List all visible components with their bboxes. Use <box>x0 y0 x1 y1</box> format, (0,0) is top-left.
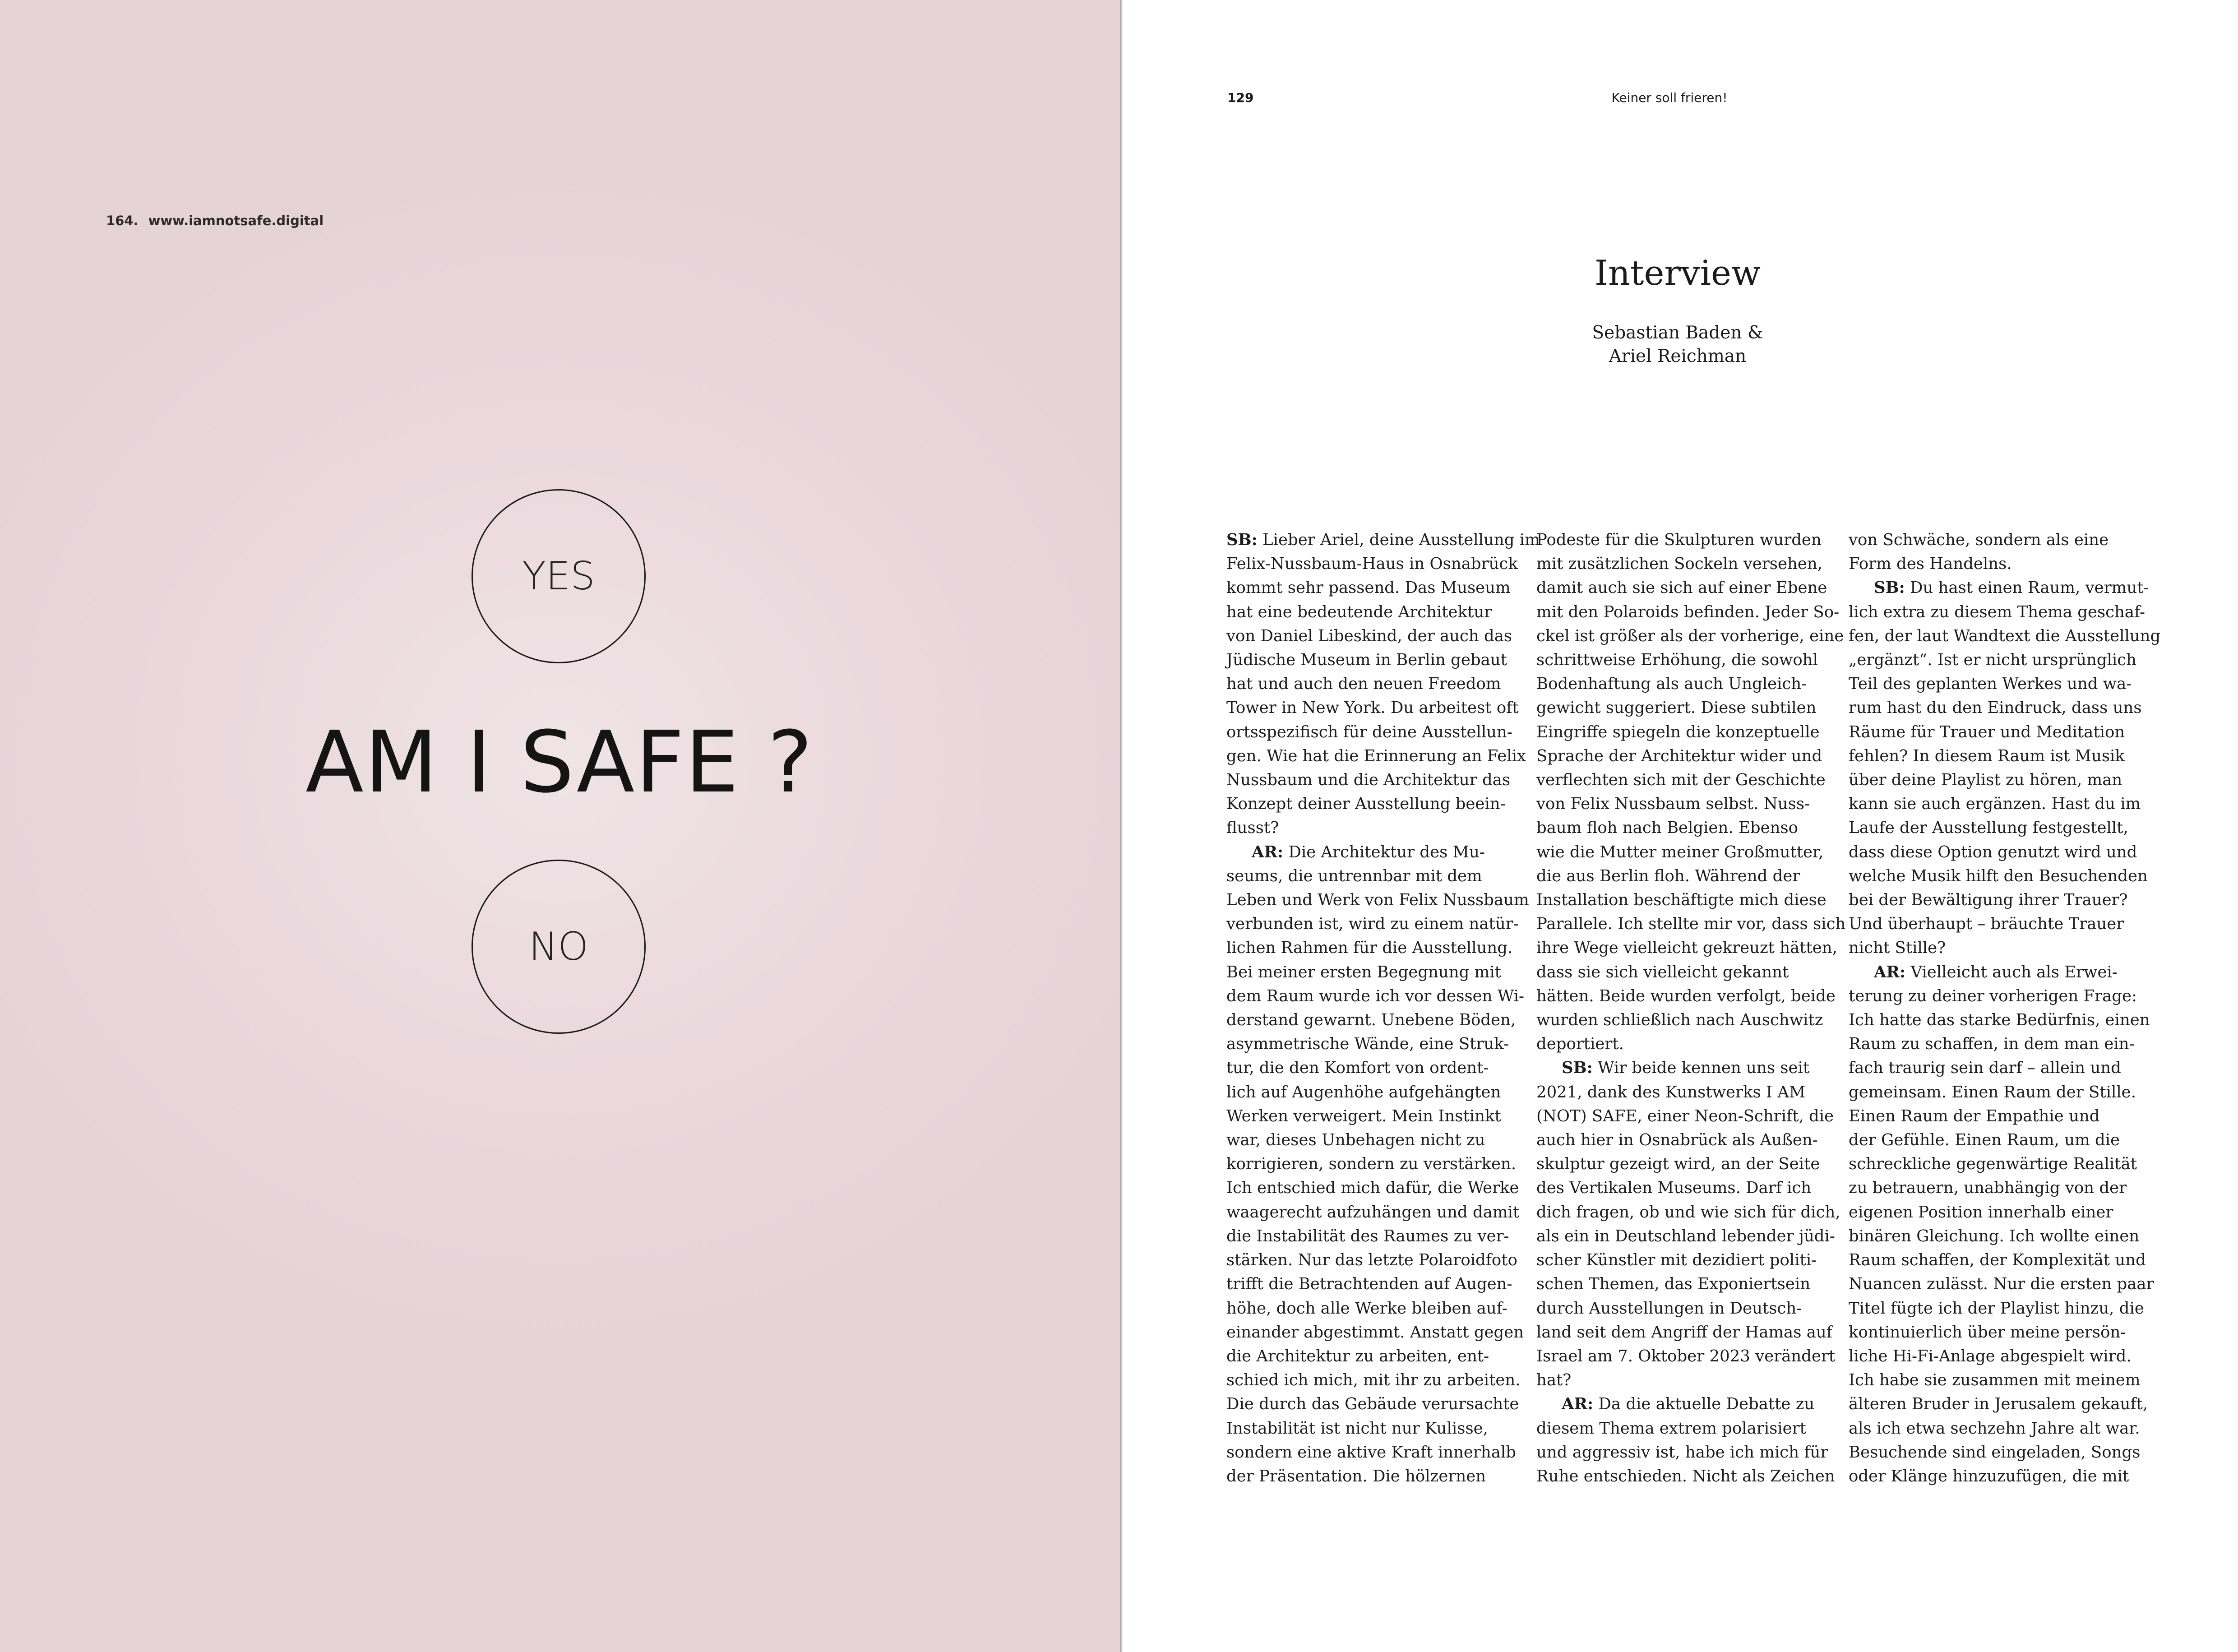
text-line: Nussbaum und die Architektur das <box>1226 771 1511 790</box>
line-text: Du hast einen Raum, vermut- <box>1905 578 2149 597</box>
text-line: mit den Polaroids befinden. Jeder So- <box>1536 602 1840 621</box>
text-line: Die durch das Gebäude verursachte <box>1226 1395 1519 1414</box>
text-line: verflechten sich mit der Geschichte <box>1536 771 1826 790</box>
text-line: welche Musik hilft den Besuchenden <box>1849 866 2148 885</box>
text-line: als ich etwa sechzehn Jahre alt war. <box>1849 1419 2140 1438</box>
text-line: dem Raum wurde ich vor dessen Wi- <box>1226 986 1525 1005</box>
text-line: Form des Handelns. <box>1849 555 2012 574</box>
text-line: sondern eine aktive Kraft innerhalb <box>1226 1443 1516 1462</box>
text-line: fen, der laut Wandtext die Ausstellung <box>1849 626 2161 645</box>
text-line: Und überhaupt – bräuchte Trauer <box>1849 915 2124 934</box>
line-text: Vielleicht auch als Erwei- <box>1905 963 2118 981</box>
text-line: scher Künstler mit dezidiert politi- <box>1536 1251 1817 1270</box>
text-column-1 <box>1226 528 1540 1488</box>
text-line: kontinuierlich über meine persön- <box>1849 1323 2126 1342</box>
text-line: binären Gleichung. Ich wollte einen <box>1849 1226 2140 1245</box>
text-line: hat? <box>1536 1371 1572 1390</box>
text-line <box>1226 528 1540 552</box>
text-line: wie die Mutter meiner Großmutter, <box>1536 842 1824 861</box>
text-line: rum hast du den Eindruck, dass uns <box>1849 699 2142 717</box>
authors <box>1452 321 1903 368</box>
text-line: durch Ausstellungen in Deutsch- <box>1536 1299 1802 1318</box>
text-line: die Architektur zu arbeiten, ent- <box>1226 1347 1489 1365</box>
text-line: Raum schaffen, der Komplexität und <box>1849 1251 2146 1270</box>
article-title: Interview <box>1594 253 1761 293</box>
text-line: schied ich mich, mit ihr zu arbeiten. <box>1226 1371 1521 1390</box>
text-line: schreckliche gegenwärtige Realität <box>1849 1155 2137 1174</box>
text-column-2 <box>1536 528 1846 1488</box>
text-line: eigenen Position innerhalb einer <box>1849 1203 2113 1222</box>
text-line: mit zusätzlichen Sockeln versehen, <box>1536 555 1822 574</box>
text-line: stärken. Nur das letzte Polaroidfoto <box>1226 1251 1517 1270</box>
text-line: gewicht suggeriert. Diese subtilen <box>1536 699 1817 717</box>
text-line: schrittweise Erhöhung, die sowohl <box>1536 651 1818 670</box>
speaker-label: AR: <box>1562 1395 1594 1414</box>
text-line: dass diese Option genutzt wird und <box>1849 842 2137 861</box>
text-line: Besuchende sind eingeladen, Songs <box>1849 1443 2141 1462</box>
text-line: damit auch sie sich auf einer Ebene <box>1536 578 1827 597</box>
text-line: auch hier in Osnabrück als Außen- <box>1536 1131 1818 1150</box>
line-text: Lieber Ariel, deine Ausstellung im <box>1257 531 1540 549</box>
text-line: von Daniel Libeskind, der auch das <box>1226 626 1512 645</box>
text-line: zu betrauern, unabhängig von der <box>1849 1179 2127 1198</box>
text-line: deportiert. <box>1536 1035 1624 1054</box>
text-line: war, dieses Unbehagen nicht zu <box>1226 1131 1485 1150</box>
text-line: bei der Bewältigung ihrer Trauer? <box>1849 891 2128 910</box>
text-line: Eingriffe spiegeln die konzeptuelle <box>1536 722 1820 741</box>
text-line: seums, die untrennbar mit dem <box>1226 866 1482 885</box>
no-circle <box>472 860 646 1034</box>
page-reference <box>106 213 324 228</box>
text-line: verbunden ist, wird zu einem natür- <box>1226 915 1519 934</box>
authors-line-1: Sebastian Baden & <box>1592 323 1763 343</box>
text-line: gen. Wie hat die Erinnerung an Felix <box>1226 746 1526 765</box>
website-url: www.iamnotsafe.digital <box>148 213 324 228</box>
text-line: oder Klänge hinzuzufügen, die mit <box>1849 1467 2129 1485</box>
text-line: lich auf Augenhöhe aufgehängten <box>1226 1083 1501 1101</box>
text-line: wurden schließlich nach Auschwitz <box>1536 1011 1823 1030</box>
authors-line-2: Ariel Reichman <box>1609 346 1747 366</box>
text-line <box>1849 960 2140 984</box>
right-page-number: 129 <box>1227 90 1254 105</box>
text-line: über deine Playlist zu hören, man <box>1849 771 2122 790</box>
text-line <box>1849 576 2149 600</box>
text-line: gemeinsam. Einen Raum der Stille. <box>1849 1083 2136 1101</box>
text-line: Parallele. Ich stellte mir vor, dass sich <box>1536 915 1846 934</box>
text-line: Konzept deiner Ausstellung beein- <box>1226 795 1506 814</box>
text-line: Sprache der Architektur wider und <box>1536 746 1822 765</box>
speaker-label: SB: <box>1562 1059 1593 1078</box>
text-line: liche Hi-Fi-Anlage abgespielt wird. <box>1849 1347 2132 1365</box>
line-text: Die Architektur des Mu- <box>1283 842 1485 861</box>
speaker-label: SB: <box>1874 578 1905 597</box>
text-line <box>1536 1056 1827 1080</box>
text-line: die Instabilität des Raumes zu ver- <box>1226 1226 1509 1245</box>
text-line: einander abgestimmt. Anstatt gegen <box>1226 1323 1524 1342</box>
text-line: asymmetrische Wände, eine Struk- <box>1226 1035 1509 1054</box>
text-line: Nuancen zulässt. Nur die ersten paar <box>1849 1275 2154 1294</box>
text-line: land seit dem Angriff der Hamas auf <box>1536 1323 1832 1342</box>
text-line: Israel am 7. Oktober 2023 verändert <box>1536 1347 1836 1365</box>
text-line: Titel fügte ich der Playlist hinzu, die <box>1849 1299 2144 1318</box>
text-line: flusst? <box>1226 819 1279 838</box>
text-line: Teil des geplanten Werkes und wa- <box>1849 675 2132 694</box>
left-page-number: 164. <box>106 213 139 228</box>
text-line: Instabilität ist nicht nur Kulisse, <box>1226 1419 1488 1438</box>
text-line: als ein in Deutschland lebender jüdi- <box>1536 1226 1835 1245</box>
text-line: Tower in New York. Du arbeitest oft <box>1226 699 1519 717</box>
speaker-label: AR: <box>1252 842 1284 861</box>
text-line: (NOT) SAFE, einer Neon-Schrift, die <box>1536 1106 1834 1125</box>
text-line: die aus Berlin floh. Während der <box>1536 866 1800 885</box>
text-line: Ruhe entschieden. Nicht als Zeichen <box>1536 1467 1835 1485</box>
text-line: baum floh nach Belgien. Ebenso <box>1536 819 1799 838</box>
text-line: trifft die Betrachtenden auf Augen- <box>1226 1275 1512 1294</box>
yes-label: YES <box>522 554 595 599</box>
text-line <box>1536 1392 1827 1416</box>
text-line: lichen Rahmen für die Ausstellung. <box>1226 939 1513 958</box>
speaker-label: SB: <box>1226 531 1258 549</box>
text-line: fach traurig sein darf – allein und <box>1849 1059 2121 1078</box>
no-label: NO <box>528 924 589 969</box>
text-line: Räume für Trauer und Meditation <box>1849 722 2125 741</box>
text-line: Bodenhaftung als auch Ungleich- <box>1536 675 1807 694</box>
text-line: des Vertikalen Museums. Darf ich <box>1536 1179 1812 1198</box>
text-line: hat eine bedeutende Architektur <box>1226 602 1492 621</box>
text-line: derstand gewarnt. Unebene Böden, <box>1226 1011 1516 1030</box>
text-line: korrigieren, sondern zu verstärken. <box>1226 1155 1517 1174</box>
text-line: Werken verweigert. Mein Instinkt <box>1226 1106 1501 1125</box>
headline: AM I SAFE ? <box>305 713 814 812</box>
text-line: Raum zu schaffen, in dem man ein- <box>1849 1035 2135 1054</box>
text-line: terung zu deiner vorherigen Frage: <box>1849 986 2137 1005</box>
text-line: Leben und Werk von Felix Nussbaum <box>1226 891 1529 910</box>
text-line: fehlen? In diesem Raum ist Musik <box>1849 746 2125 765</box>
text-line: diesem Thema extrem polarisiert <box>1536 1419 1806 1438</box>
text-line: kann sie auch ergänzen. Hast du im <box>1849 795 2141 814</box>
text-line: der Präsentation. Die hölzernen <box>1226 1467 1486 1485</box>
text-line: und aggressiv ist, habe ich mich für <box>1536 1443 1828 1462</box>
text-line: Felix-Nussbaum-Haus in Osnabrück <box>1226 555 1518 574</box>
text-line: schen Themen, das Exponiertsein <box>1536 1275 1811 1294</box>
text-line: dich fragen, ob und wie sich für dich, <box>1536 1203 1840 1222</box>
line-text: Wir beide kennen uns seit <box>1592 1059 1810 1078</box>
text-line: kommt sehr passend. Das Museum <box>1226 578 1511 597</box>
text-line: Einen Raum der Empathie und <box>1849 1106 2100 1125</box>
text-line: 2021, dank des Kunstwerks I AM <box>1536 1083 1806 1101</box>
text-line: Bei meiner ersten Begegnung mit <box>1226 963 1501 981</box>
text-line: älteren Bruder in Jerusalem gekauft, <box>1849 1395 2148 1414</box>
text-line: hat und auch den neuen Freedom <box>1226 675 1501 694</box>
text-line: Installation beschäftigte mich diese <box>1536 891 1826 910</box>
text-line: ortsspezifisch für deine Ausstellun- <box>1226 722 1512 741</box>
text-line: Ich entschied mich dafür, die Werke <box>1226 1179 1519 1198</box>
yes-circle <box>472 489 646 663</box>
text-line: hätten. Beide wurden verfolgt, beide <box>1536 986 1836 1005</box>
text-line: höhe, doch alle Werke bleiben auf- <box>1226 1299 1507 1318</box>
text-line: Laufe der Ausstellung festgestellt, <box>1849 819 2128 838</box>
text-line <box>1226 840 1517 864</box>
text-line: waagerecht aufzuhängen und damit <box>1226 1203 1520 1222</box>
text-line: von Felix Nussbaum selbst. Nuss- <box>1536 795 1810 814</box>
text-line: lich extra zu diesem Thema geschaf- <box>1849 602 2145 621</box>
line-text: Da die aktuelle Debatte zu <box>1593 1395 1815 1414</box>
text-line: der Gefühle. Einen Raum, um die <box>1849 1131 2120 1150</box>
text-line: dass sie sich vielleicht gekannt <box>1536 963 1789 981</box>
text-line: Ich habe sie zusammen mit meinem <box>1849 1371 2141 1390</box>
text-line: ihre Wege vielleicht gekreuzt hätten, <box>1536 939 1837 958</box>
text-line: Podeste für die Skulpturen wurden <box>1536 531 1822 549</box>
text-line: von Schwäche, sondern als eine <box>1849 531 2109 549</box>
text-column-3 <box>1849 528 2161 1488</box>
text-line: „ergänzt“. Ist er nicht ursprünglich <box>1849 651 2137 670</box>
running-title: Keiner soll frieren! <box>1611 90 1728 105</box>
text-line: ckel ist größer als der vorherige, eine <box>1536 626 1844 645</box>
text-line: Jüdische Museum in Berlin gebaut <box>1226 651 1507 670</box>
text-line: skulptur gezeigt wird, an der Seite <box>1536 1155 1820 1174</box>
text-line: tur, die den Komfort von ordent- <box>1226 1059 1489 1078</box>
text-line: nicht Stille? <box>1849 939 1946 958</box>
text-line: Ich hatte das starke Bedürfnis, einen <box>1849 1011 2150 1030</box>
speaker-label: AR: <box>1874 963 1906 981</box>
